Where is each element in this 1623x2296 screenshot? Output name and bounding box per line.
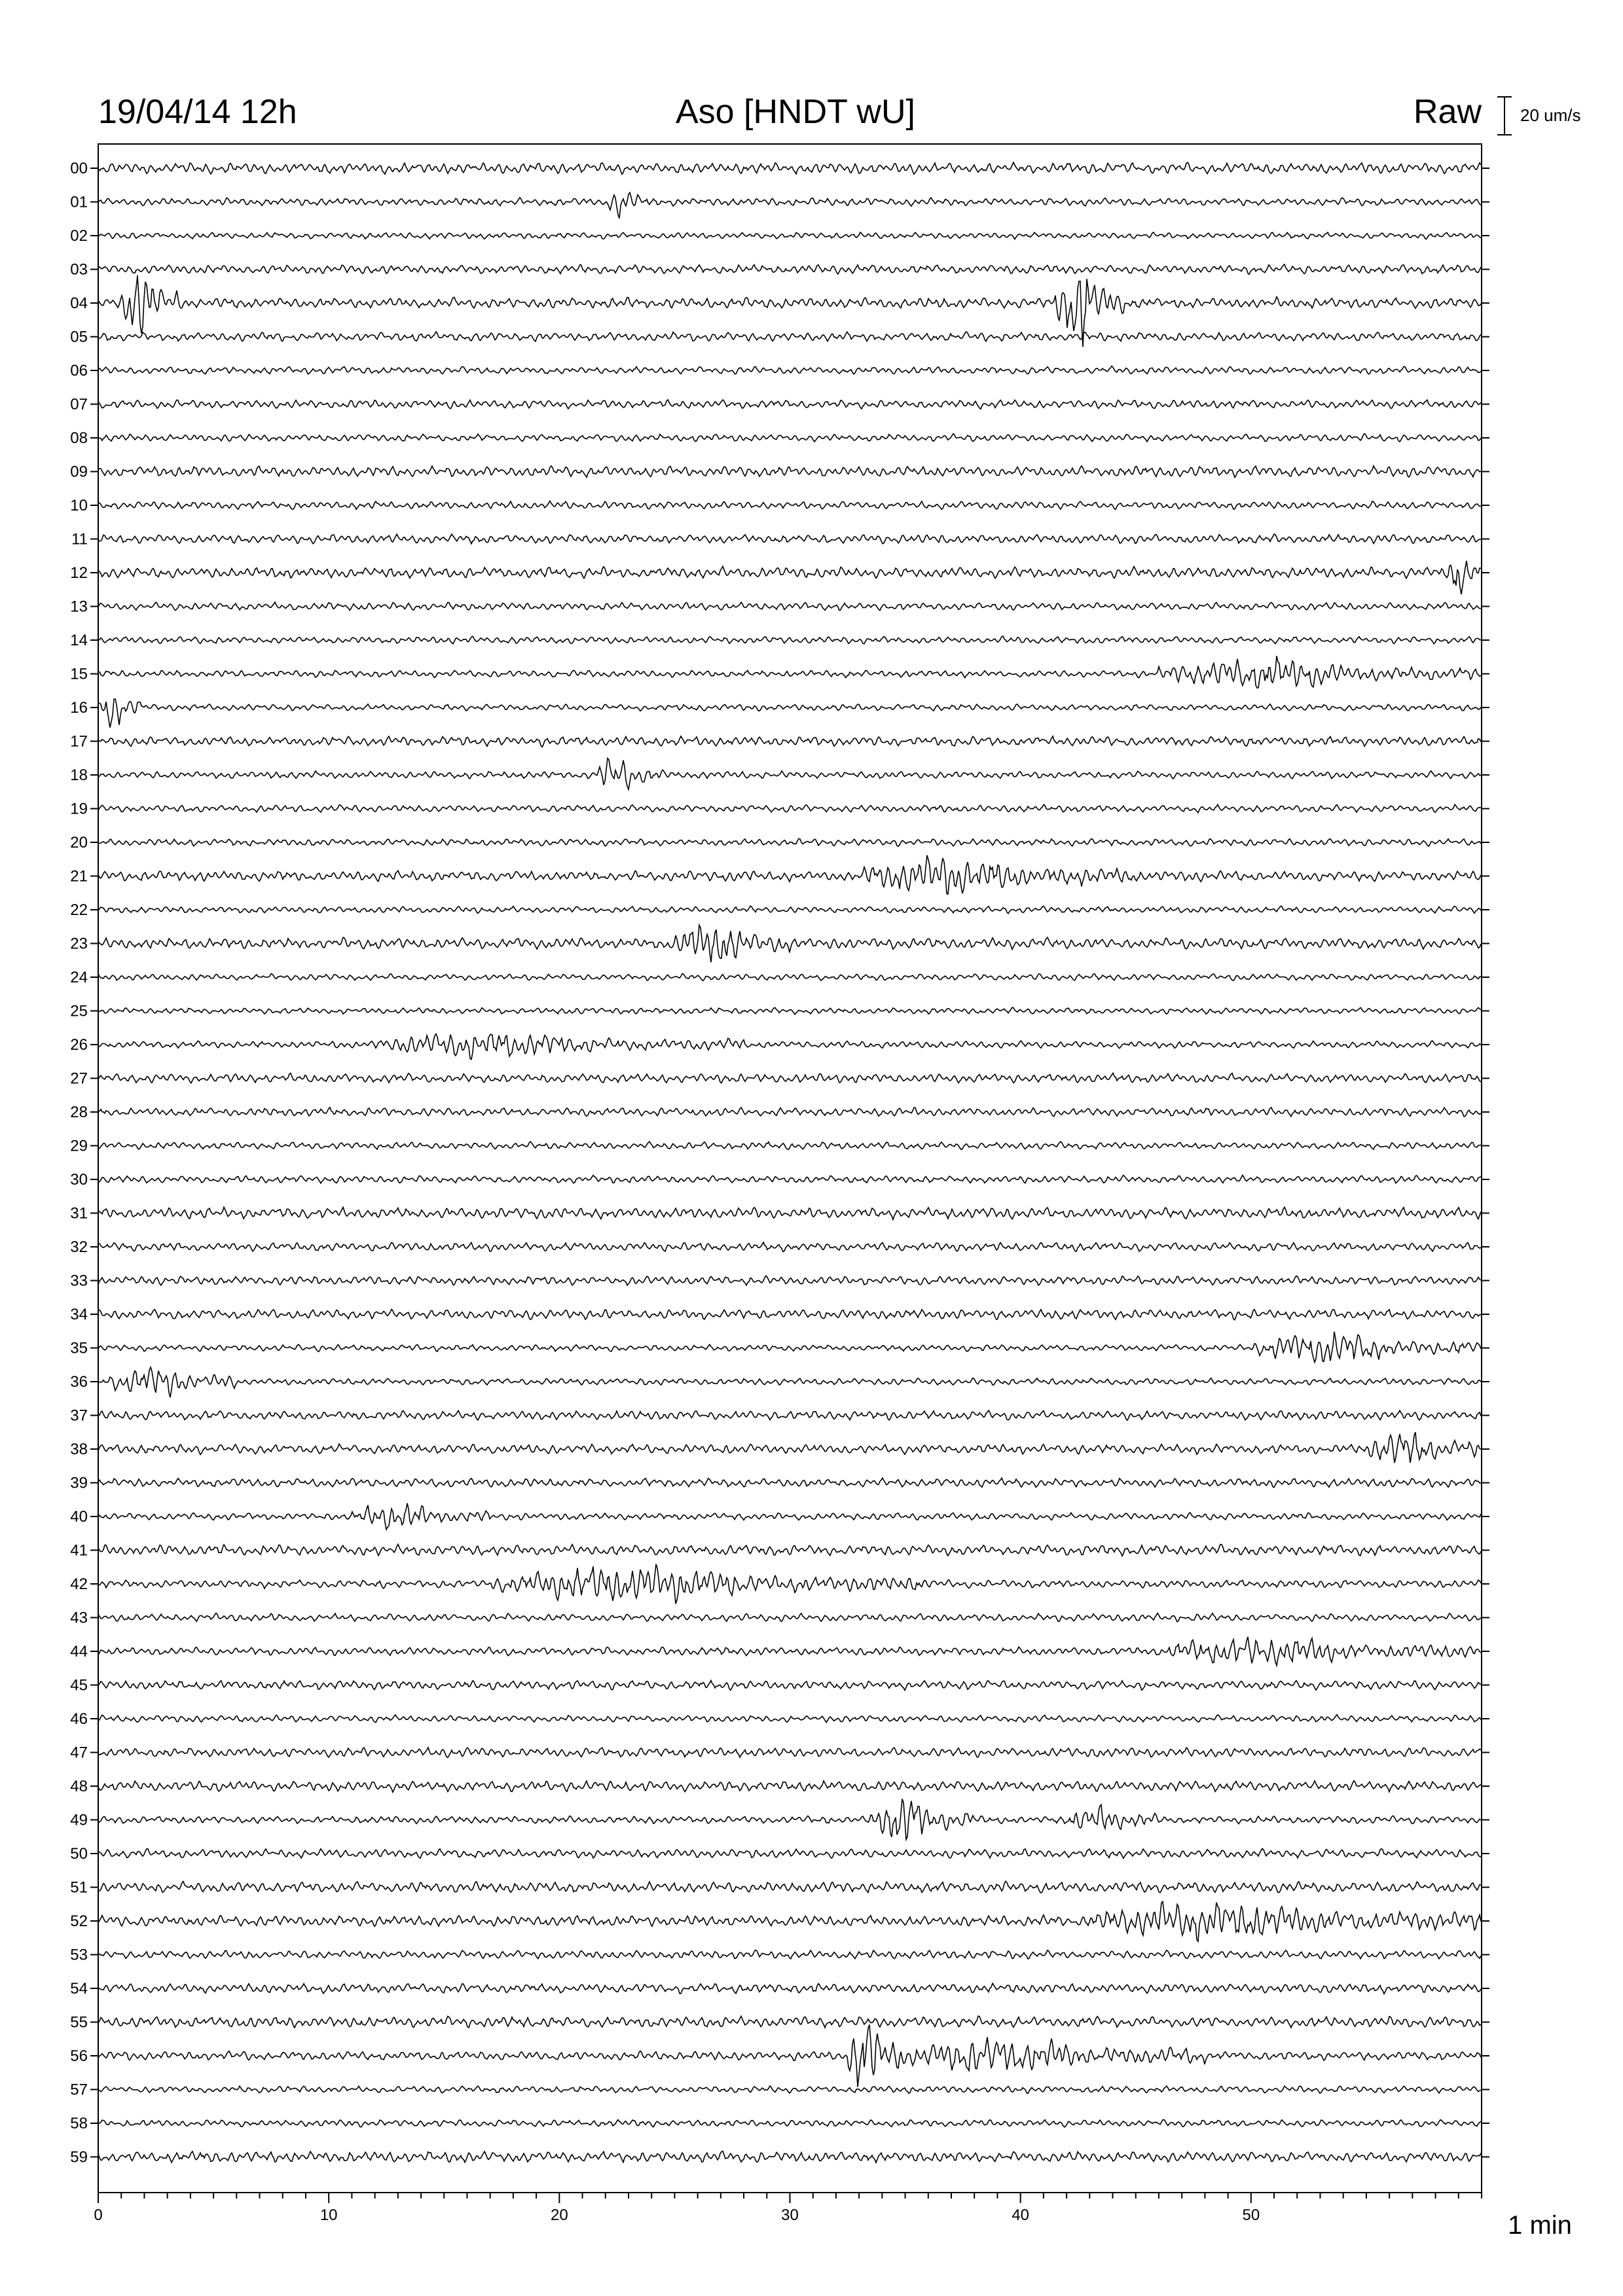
trace-row-55 [98,2016,1481,2028]
trace-row-36 [98,1367,1481,1397]
row-label-15: 15 [70,665,88,683]
x-axis [94,2193,1482,2224]
trace-row-53 [98,1950,1481,1959]
row-label-21: 21 [70,867,88,886]
trace-row-19 [98,804,1481,812]
row-label-25: 25 [70,1002,88,1020]
row-label-51: 51 [70,1878,88,1897]
x-unit-label: 1 min [1508,2211,1572,2240]
trace-row-16 [98,699,1481,728]
row-label-36: 36 [70,1373,88,1391]
row-label-35: 35 [70,1339,88,1357]
row-label-59: 59 [70,2148,88,2166]
trace-row-37 [98,1410,1481,1420]
row-label-58: 58 [70,2115,88,2132]
row-label-04: 04 [70,295,88,312]
row-label-57: 57 [70,2081,88,2099]
trace-row-58 [98,2120,1481,2127]
row-label-02: 02 [70,227,88,245]
trace-row-29 [98,1141,1481,1149]
trace-row-08 [98,434,1481,442]
x-tick-label-30: 30 [781,2206,799,2224]
row-label-16: 16 [70,699,88,717]
row-label-34: 34 [70,1306,88,1323]
trace-row-10 [98,501,1481,510]
row-label-00: 00 [70,160,88,177]
row-label-10: 10 [70,497,88,514]
trace-row-15 [98,656,1481,688]
trace-row-27 [98,1073,1481,1083]
row-label-50: 50 [70,1845,88,1863]
trace-row-17 [98,736,1481,747]
trace-row-30 [98,1175,1481,1183]
row-label-26: 26 [70,1036,88,1054]
trace-row-54 [98,1983,1481,1994]
amplitude-scale-label: 20 um/s [1520,105,1581,125]
trace-row-57 [98,2086,1481,2094]
trace-row-12 [98,561,1481,594]
row-label-09: 09 [70,463,88,481]
trace-row-39 [98,1478,1481,1488]
trace-row-51 [98,1881,1481,1893]
row-label-13: 13 [70,598,88,616]
row-label-46: 46 [70,1710,88,1728]
row-label-28: 28 [70,1103,88,1121]
row-label-29: 29 [70,1137,88,1155]
trace-row-56 [98,2025,1481,2087]
trace-row-01 [98,192,1481,219]
trace-row-25 [98,1007,1481,1014]
row-label-44: 44 [70,1643,88,1660]
trace-row-47 [98,1748,1481,1757]
row-label-41: 41 [70,1541,88,1560]
row-label-08: 08 [70,429,88,447]
x-tick-label-40: 40 [1012,2206,1030,2224]
row-label-45: 45 [70,1676,88,1695]
row-label-32: 32 [70,1238,88,1256]
row-label-12: 12 [70,564,88,582]
trace-row-42 [98,1564,1481,1604]
trace-row-31 [98,1207,1481,1219]
row-label-33: 33 [70,1272,88,1290]
trace-row-28 [98,1107,1481,1117]
trace-row-45 [98,1681,1481,1691]
row-label-03: 03 [70,260,88,279]
trace-row-40 [98,1503,1481,1530]
trace-row-09 [98,466,1481,478]
row-label-07: 07 [70,395,88,414]
row-label-01: 01 [70,193,88,211]
row-label-27: 27 [70,1069,88,1088]
trace-row-23 [98,925,1481,962]
trace-row-04 [98,276,1481,347]
x-tick-label-0: 0 [94,2206,103,2224]
trace-row-07 [98,400,1481,409]
row-label-18: 18 [70,766,88,784]
trace-row-48 [98,1781,1481,1793]
row-label-42: 42 [70,1575,88,1593]
row-label-55: 55 [70,2013,88,2032]
x-tick-label-20: 20 [550,2206,568,2224]
trace-row-11 [98,534,1481,544]
row-label-24: 24 [70,969,88,986]
trace-row-02 [98,232,1481,240]
trace-row-21 [98,855,1481,895]
trace-row-24 [98,974,1481,981]
trace-row-32 [98,1242,1481,1251]
row-label-48: 48 [70,1778,88,1795]
row-label-11: 11 [71,530,88,548]
trace-group [98,162,1481,2162]
row-label-56: 56 [70,2047,88,2065]
trace-row-44 [98,1637,1481,1666]
x-tick-label-10: 10 [319,2206,338,2224]
row-label-43: 43 [70,1609,88,1627]
trace-row-35 [98,1332,1481,1363]
trace-row-05 [98,332,1481,342]
row-label-20: 20 [70,834,88,852]
row-tick-group [90,168,1489,2157]
row-label-17: 17 [70,732,88,751]
trace-row-43 [98,1613,1481,1622]
header-station-title: Aso [HNDT wU] [676,93,915,131]
row-label-54: 54 [70,1980,88,1998]
trace-row-46 [98,1715,1481,1723]
trace-row-20 [98,838,1481,846]
trace-row-41 [98,1545,1481,1556]
trace-row-06 [98,366,1481,374]
x-tick-label-50: 50 [1242,2206,1260,2224]
row-label-22: 22 [70,901,88,919]
trace-row-14 [98,636,1481,644]
trace-row-18 [98,759,1481,790]
row-label-06: 06 [70,362,88,380]
row-label-23: 23 [70,935,88,953]
amplitude-scale-bar [1497,97,1512,135]
trace-row-03 [98,264,1481,274]
row-label-05: 05 [70,328,88,346]
row-label-40: 40 [70,1508,88,1526]
row-label-38: 38 [70,1441,88,1458]
trace-row-49 [98,1799,1481,1840]
trace-row-59 [98,2151,1481,2162]
trace-row-34 [98,1310,1481,1320]
row-label-30: 30 [70,1171,88,1189]
row-label-37: 37 [70,1407,88,1425]
row-label-52: 52 [70,1912,88,1930]
row-label-49: 49 [70,1811,88,1829]
row-label-31: 31 [70,1204,88,1223]
trace-row-33 [98,1276,1481,1285]
trace-row-00 [98,162,1481,174]
row-label-group [70,160,88,2166]
trace-row-38 [98,1432,1481,1463]
header-datetime: 19/04/14 12h [98,93,297,131]
trace-row-22 [98,906,1481,913]
row-label-14: 14 [70,632,88,649]
header-mode: Raw [1413,93,1482,131]
row-label-53: 53 [70,1946,88,1964]
row-label-39: 39 [70,1474,88,1492]
trace-row-50 [98,1848,1481,1858]
row-label-47: 47 [70,1744,88,1762]
trace-row-26 [98,1034,1481,1060]
trace-row-13 [98,602,1481,611]
trace-row-52 [98,1901,1481,1941]
row-label-19: 19 [70,800,88,818]
